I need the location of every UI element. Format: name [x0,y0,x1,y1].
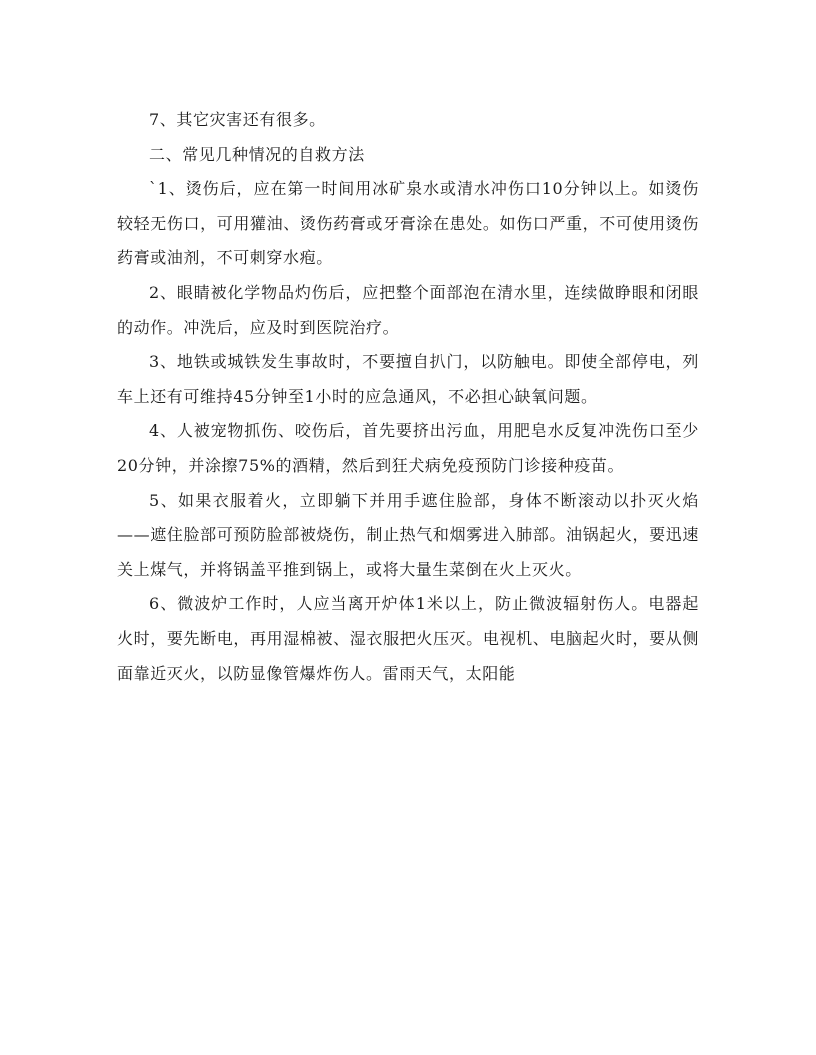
paragraph-burns: `1、烫伤后，应在第一时间用冰矿泉水或清水冲伤口10分钟以上。如烫伤较轻无伤口，可用獾油、烫伤药膏或牙膏涂在患处。如伤口严重，不可使用烫伤药膏或油剂，不可刺穿水疱。 [117,179,699,268]
paragraph-eye-chemical-burns: 2、眼睛被化学物品灼伤后，应把整个面部泡在清水里，连续做睁眼和闭眼的动作。冲洗后，应及时到医院治疗。 [117,282,699,337]
paragraph-clothes-fire: 5、如果衣服着火，立即躺下并用手遮住脸部，身体不断滚动以扑灭火焰——遮住脸部可预防脸部被烧伤，制止热气和烟雾进入肺部。油锅起火，要迅速关上煤气，并将锅盖平推到锅上，或将大量生菜倒在火上灭火。 [117,490,699,579]
paragraph-other-disasters: 7、其它灾害还有很多。 [149,110,326,129]
paragraph-microwave-electrical: 6、微波炉工作时，人应当离开炉体1米以上，防止微波辐射伤人。电器起火时，要先断电，再用湿棉被、湿衣服把火压灭。电视机、电脑起火时，要从侧面靠近灭火，以防显像管爆炸伤人。雷雨天气，太阳能 [117,594,699,683]
section-heading-self-rescue: 二、常见几种情况的自救方法 [149,144,365,164]
document-body [117,103,699,691]
paragraph-subway-accident: 3、地铁或城铁发生事故时，不要擅自扒门，以防触电。即使全部停电，列车上还有可维持45分钟至1小时的应急通风，不必担心缺氧问题。 [117,352,699,406]
paragraph-pet-bites: 4、人被宠物抓伤、咬伤后，首先要挤出污血，用肥皂水反复冲洗伤口至少20分钟，并涂擦75%的酒精，然后到狂犬病免疫预防门诊接种疫苗。 [117,421,699,475]
